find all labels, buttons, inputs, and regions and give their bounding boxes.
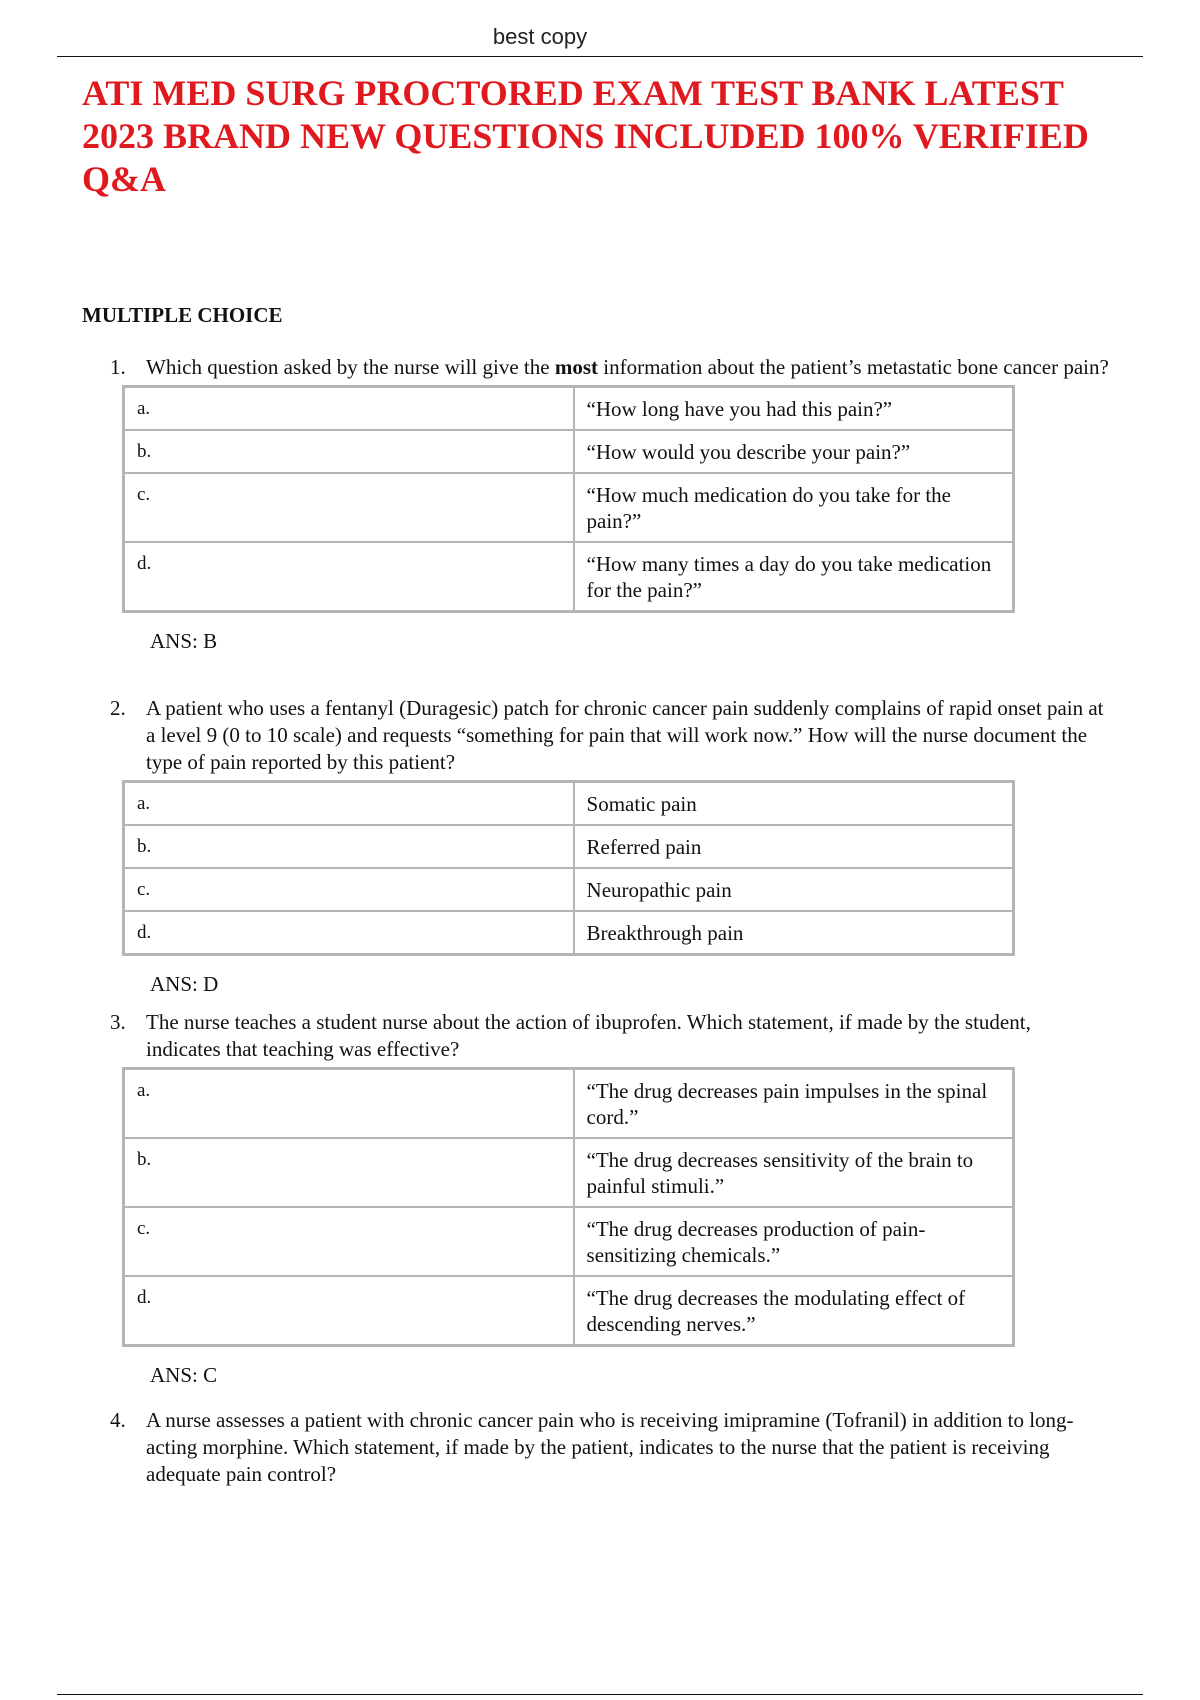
stem-text: The nurse teaches a student nurse about the action of ibuprofen. Which statement, if made by the student, indicates that teaching was effective?	[146, 1010, 1031, 1061]
option-text: “The drug decreases the modulating effect of descending nerves.”	[574, 1276, 1013, 1345]
option-text: “How would you describe your pain?”	[574, 430, 1013, 473]
question-stem	[110, 1407, 1110, 1488]
question-stem	[110, 1009, 1110, 1063]
option-text: “How many times a day do you take medication for the pain?”	[574, 542, 1013, 611]
options-table	[122, 1067, 1015, 1347]
question-stem	[110, 695, 1110, 776]
option-row	[124, 387, 1013, 430]
option-letter: b.	[124, 825, 574, 868]
option-text: “How long have you had this pain?”	[574, 387, 1013, 430]
question-number: 3.	[110, 1010, 126, 1034]
option-text: “The drug decreases pain impulses in the spinal cord.”	[574, 1069, 1013, 1138]
question-number: 4.	[110, 1408, 126, 1432]
option-letter: a.	[124, 387, 574, 430]
question-number: 2.	[110, 696, 126, 720]
page-header: best copy	[492, 24, 588, 49]
option-text: “How much medication do you take for the pain?”	[574, 473, 1013, 542]
options-table	[122, 780, 1015, 956]
footer-rule	[57, 1694, 1143, 1695]
options-table	[122, 385, 1015, 613]
question-3	[110, 1009, 1110, 1388]
option-text: “The drug decreases sensitivity of the brain to painful stimuli.”	[574, 1138, 1013, 1207]
option-row	[124, 1138, 1013, 1207]
option-letter: c.	[124, 1207, 574, 1276]
answer-key: ANS: B	[150, 629, 218, 653]
answer-key: ANS: D	[150, 972, 219, 996]
option-row	[124, 825, 1013, 868]
option-row	[124, 911, 1013, 954]
option-letter: d.	[124, 542, 574, 611]
option-text: “The drug decreases production of pain-sensitizing chemicals.”	[574, 1207, 1013, 1276]
option-text: Referred pain	[574, 825, 1013, 868]
option-letter: c.	[124, 868, 574, 911]
stem-text: Which question asked by the nurse will give the	[146, 355, 555, 379]
option-row	[124, 473, 1013, 542]
stem-text: A patient who uses a fentanyl (Duragesic) patch for chronic cancer pain suddenly complains of rapid onset pain at a level 9 (0 to 10 scale) and requests “something for pain that will work now.” How will the nurse document the type of pain reported by this patient?	[146, 696, 1104, 774]
option-letter: a.	[124, 782, 574, 825]
question-number: 1.	[110, 355, 126, 379]
stem-emphasis: most	[554, 355, 598, 379]
option-row	[124, 430, 1013, 473]
document-title: ATI MED SURG PROCTORED EXAM TEST BANK LATEST 2023 BRAND NEW QUESTIONS INCLUDED 100% VERIFIED Q&A	[82, 73, 1089, 199]
option-letter: d.	[124, 911, 574, 954]
question-stem	[110, 354, 1110, 381]
option-row	[124, 1069, 1013, 1138]
stem-text: information about the patient’s metastatic bone cancer pain?	[598, 355, 1109, 379]
option-letter: d.	[124, 1276, 574, 1345]
option-row	[124, 542, 1013, 611]
option-row	[124, 868, 1013, 911]
answer-key: ANS: C	[150, 1363, 218, 1387]
option-letter: b.	[124, 430, 574, 473]
question-2	[110, 695, 1110, 997]
option-text: Somatic pain	[574, 782, 1013, 825]
option-row	[124, 1207, 1013, 1276]
stem-text: A nurse assesses a patient with chronic cancer pain who is receiving imipramine (Tofranil) in addition to long-acting morphine. Which statement, if made by the patient, indicates to the nurse that the patient is receiving adequate pain control?	[146, 1408, 1074, 1486]
option-row	[124, 782, 1013, 825]
option-letter: a.	[124, 1069, 574, 1138]
question-4	[110, 1407, 1110, 1488]
question-1	[110, 354, 1110, 654]
header-rule	[57, 56, 1143, 57]
option-row	[124, 1276, 1013, 1345]
option-text: Breakthrough pain	[574, 911, 1013, 954]
section-heading: MULTIPLE CHOICE	[82, 303, 283, 327]
option-letter: c.	[124, 473, 574, 542]
option-text: Neuropathic pain	[574, 868, 1013, 911]
option-letter: b.	[124, 1138, 574, 1207]
